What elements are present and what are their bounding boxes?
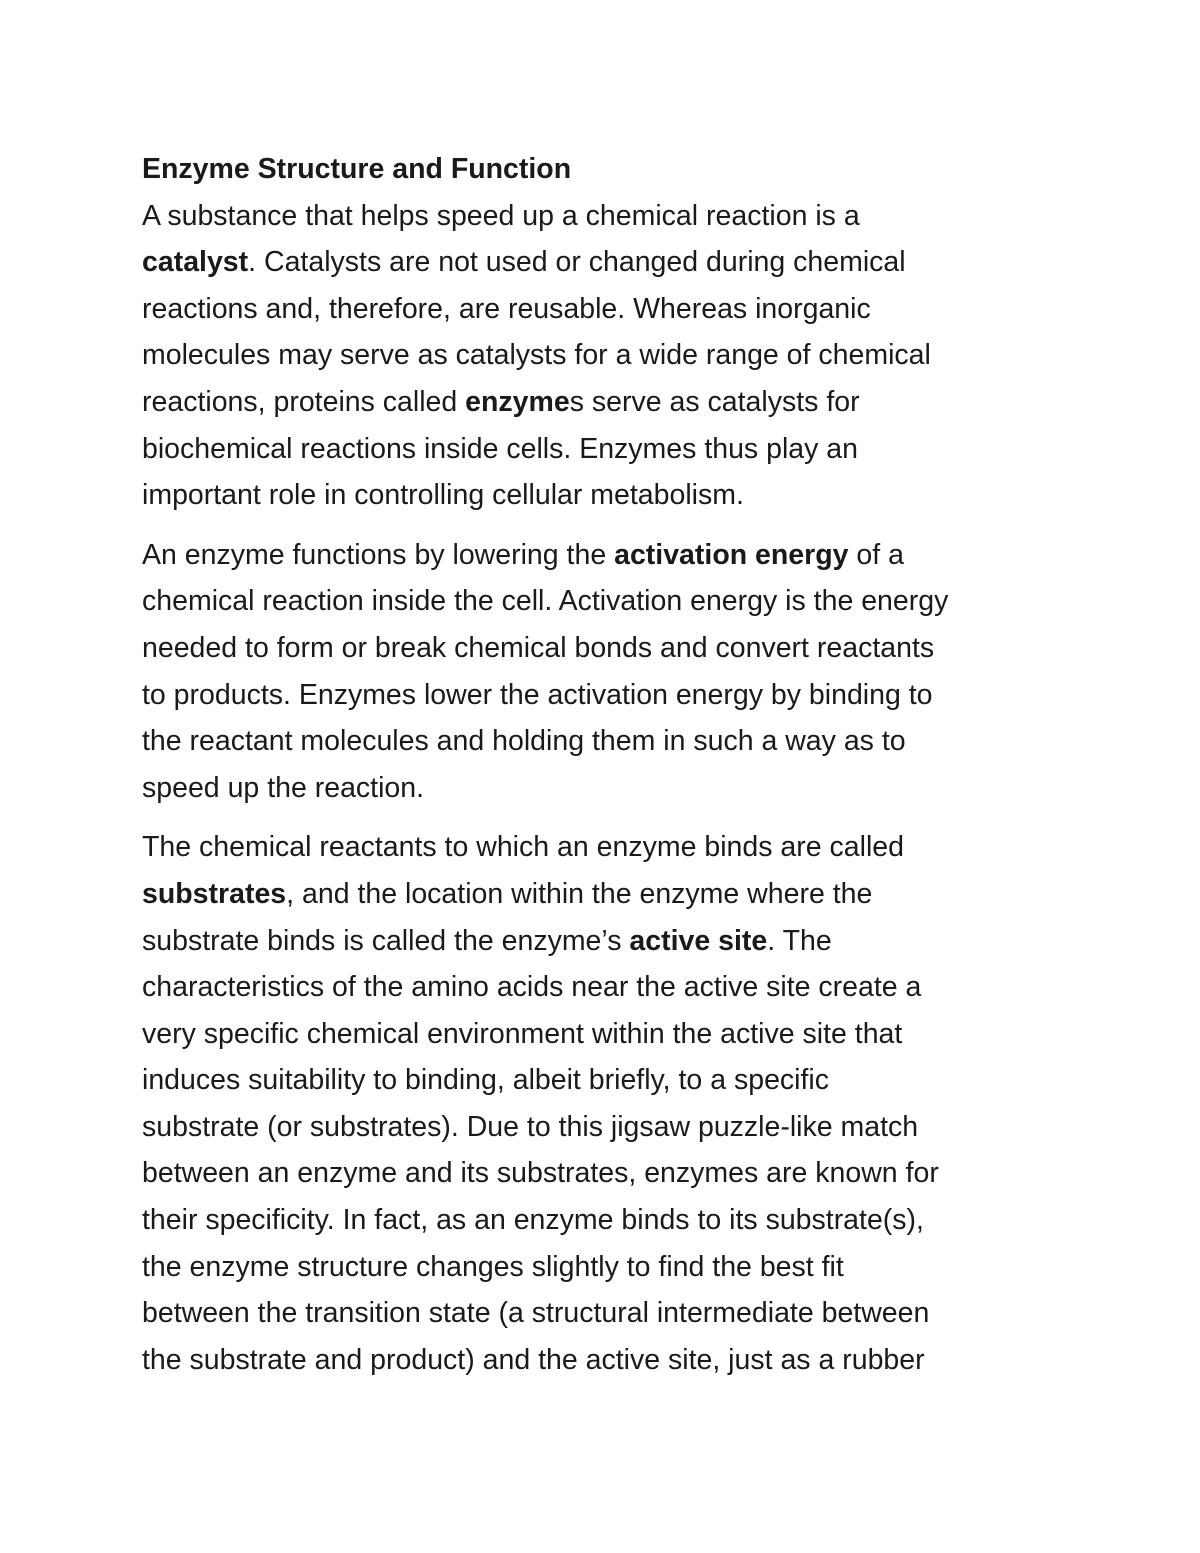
- text-run: characteristics of the amino acids near the active site create a: [142, 971, 922, 1004]
- text-run: biochemical reactions inside cells. Enzymes thus play an: [142, 432, 859, 465]
- text-run: between an enzyme and its substrates, enzymes are known for: [142, 1157, 939, 1190]
- text-run: the reactant molecules and holding them in such a way as to: [142, 725, 906, 758]
- text-line: [142, 426, 1072, 473]
- bold-term: catalyst: [142, 246, 249, 279]
- text-line: [142, 765, 1072, 812]
- text-line: [142, 1011, 1072, 1058]
- text-run: substrate binds is called the enzyme’s: [142, 924, 630, 957]
- text-line: [142, 286, 1072, 333]
- text-line: [142, 824, 1072, 871]
- text-run: the substrate and product) and the active site, just as a rubber: [142, 1343, 925, 1376]
- text-line: [142, 379, 1072, 426]
- text-line: [142, 193, 1072, 240]
- text-line: [142, 1197, 1072, 1244]
- text-run: An enzyme functions by lowering the: [142, 538, 615, 571]
- text-line: [142, 672, 1072, 719]
- text-run: induces suitability to binding, albeit briefly, to a specific: [142, 1064, 830, 1097]
- bold-term: substrates: [142, 877, 287, 910]
- text-run: important role in controlling cellular metabolism.: [142, 479, 744, 512]
- text-run: A substance that helps speed up a chemical reaction is a: [142, 199, 860, 232]
- text-run: reactions, proteins called: [142, 385, 466, 418]
- text-line: [142, 1150, 1072, 1197]
- text-run: , and the location within the enzyme where the: [286, 877, 873, 910]
- text-run: molecules may serve as catalysts for a wide range of chemical: [142, 339, 931, 372]
- text-line: [142, 871, 1072, 918]
- text-run: . The: [767, 924, 832, 957]
- paragraph-spacer: [142, 811, 1072, 824]
- text-line: [142, 1104, 1072, 1151]
- text-run: speed up the reaction.: [142, 771, 425, 804]
- text-run: their specificity. In fact, as an enzyme binds to its substrate(s),: [142, 1204, 924, 1237]
- text-run: to products. Enzymes lower the activation energy by binding to: [142, 678, 933, 711]
- text-run: s serve as catalysts for: [569, 385, 860, 418]
- paragraph: [142, 824, 1072, 1383]
- text-line: [142, 239, 1072, 286]
- text-line: [142, 1244, 1072, 1291]
- text-run: substrate (or substrates). Due to this jigsaw puzzle-like match: [142, 1110, 919, 1143]
- paragraph-container: [142, 193, 1072, 1384]
- text-run: needed to form or break chemical bonds and convert reactants: [142, 631, 935, 664]
- text-run: . Catalysts are not used or changed during chemical: [248, 246, 906, 279]
- bold-term: activation energy: [614, 538, 849, 571]
- bold-term: active site: [629, 924, 768, 957]
- paragraph: [142, 193, 1072, 519]
- document-body: [142, 146, 1072, 1383]
- text-line: [142, 1057, 1072, 1104]
- text-run: chemical reaction inside the cell. Activation energy is the energy: [142, 585, 949, 618]
- text-line: [142, 964, 1072, 1011]
- text-run: the enzyme structure changes slightly to find the best fit: [142, 1250, 844, 1283]
- text-line: [142, 918, 1072, 965]
- text-line: [142, 332, 1072, 379]
- text-line: [142, 718, 1072, 765]
- text-line: [142, 625, 1072, 672]
- text-run: very specific chemical environment within the active site that: [142, 1017, 903, 1050]
- document-title: Enzyme Structure and Function: [142, 153, 572, 185]
- text-line: [142, 578, 1072, 625]
- text-run: between the transition state (a structural intermediate between: [142, 1297, 930, 1330]
- text-run: reactions and, therefore, are reusable. Whereas inorganic: [142, 292, 871, 325]
- text-line: [142, 1290, 1072, 1337]
- text-run: of a: [848, 538, 904, 571]
- paragraph: [142, 532, 1072, 812]
- paragraph-spacer: [142, 519, 1072, 532]
- text-line: [142, 1337, 1072, 1384]
- text-line: [142, 472, 1072, 519]
- bold-term: enzyme: [465, 385, 570, 418]
- text-line: [142, 532, 1072, 579]
- text-run: The chemical reactants to which an enzyme binds are called: [142, 831, 904, 864]
